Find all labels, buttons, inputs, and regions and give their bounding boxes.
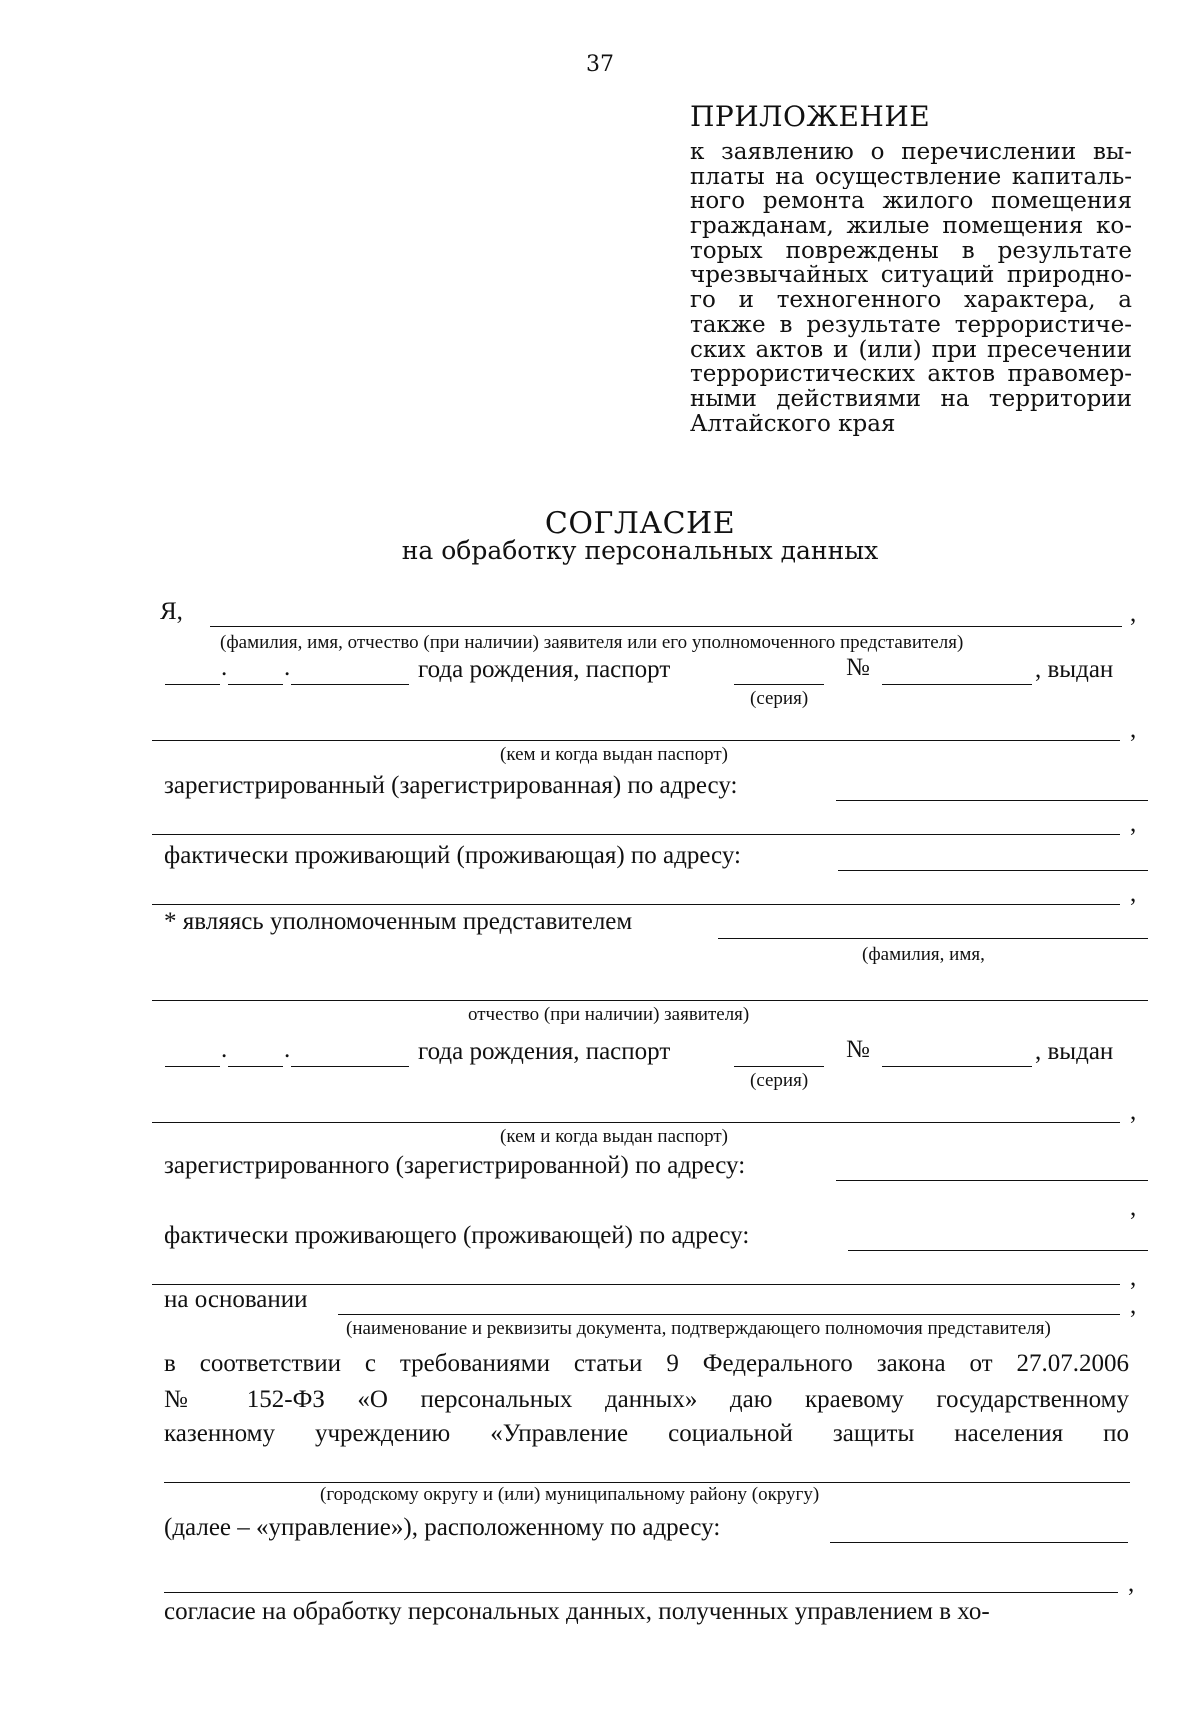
birth-month-field[interactable] bbox=[228, 684, 283, 685]
comma: , bbox=[1130, 880, 1137, 907]
registered-2-label: зарегистрированного (зарегистрированной) по адресу: bbox=[164, 1152, 746, 1179]
date-dot: . bbox=[284, 654, 291, 681]
comma: , bbox=[1130, 1264, 1137, 1291]
name-caption: (фамилия, имя, отчество (при наличии) заявителя или его уполномоченного представителя) bbox=[220, 632, 964, 653]
passport-issued-field[interactable] bbox=[152, 740, 1120, 741]
appendix-line: также в результате террористиче- bbox=[690, 312, 1132, 338]
appendix-line: ными действиями на территории bbox=[690, 386, 1132, 412]
rep-passport-series-field[interactable] bbox=[734, 1066, 824, 1067]
issued-label: , выдан bbox=[1035, 656, 1114, 683]
paragraph-line: № 152-ФЗ «О персональных данных» даю краевому государственному bbox=[164, 1386, 1129, 1413]
rep-actual-address-field[interactable] bbox=[848, 1250, 1148, 1251]
rep-birth-year-field[interactable] bbox=[291, 1066, 409, 1067]
appendix-line: гражданам, жилые помещения ко- bbox=[690, 214, 1132, 239]
management-address-field[interactable] bbox=[830, 1542, 1128, 1543]
basis-document-field[interactable] bbox=[338, 1314, 1120, 1315]
district-caption: (городскому округу и (или) муниципальному району (округу) bbox=[320, 1484, 820, 1505]
document-title: СОГЛАСИЕ bbox=[544, 506, 736, 541]
actual-address-field[interactable] bbox=[838, 870, 1148, 871]
document-subtitle: на обработку персональных данных bbox=[401, 536, 879, 565]
date-dot: . bbox=[284, 1036, 291, 1063]
comma: , bbox=[1130, 716, 1137, 743]
i-label: Я, bbox=[160, 598, 183, 625]
registered-address-field[interactable] bbox=[836, 800, 1148, 801]
actual-label: фактически проживающий (проживающая) по адресу: bbox=[164, 842, 741, 869]
representative-name-field[interactable] bbox=[718, 938, 1148, 939]
rep-birth-month-field[interactable] bbox=[228, 1066, 283, 1067]
appendix-line: к заявлению о перечислении вы- bbox=[690, 140, 1132, 165]
representative-label: * являясь уполномоченным представителем bbox=[164, 908, 633, 935]
appendix-line: террористических актов правомер- bbox=[690, 362, 1132, 387]
comma: , bbox=[1130, 810, 1137, 837]
issued-caption: (кем и когда выдан паспорт) bbox=[500, 744, 729, 765]
management-address-field-2[interactable] bbox=[164, 1592, 1118, 1593]
appendix-line: Алтайского края bbox=[690, 411, 896, 437]
birth-day-field[interactable] bbox=[165, 684, 220, 685]
comma: , bbox=[1130, 600, 1137, 627]
rep-registered-address-field[interactable] bbox=[836, 1180, 1148, 1181]
rep-passport-issued-field[interactable] bbox=[152, 1122, 1120, 1123]
passport-number-field[interactable] bbox=[882, 684, 1032, 685]
appendix-title: ПРИЛОЖЕНИЕ bbox=[690, 100, 931, 133]
actual-2-label: фактически проживающего (проживающей) по адресу: bbox=[164, 1222, 750, 1249]
registered-address-field-2[interactable] bbox=[152, 834, 1120, 835]
basis-label: на основании bbox=[164, 1286, 308, 1313]
rep-actual-address-field-2[interactable] bbox=[152, 1284, 1120, 1285]
appendix-line: торых повреждены в результате bbox=[690, 238, 1132, 264]
appendix-line: ного ремонта жилого помещения bbox=[690, 189, 1132, 215]
applicant-name-field[interactable] bbox=[210, 626, 1122, 627]
series-caption: (серия) bbox=[750, 688, 809, 709]
appendix-line: платы на осуществление капиталь- bbox=[690, 164, 1132, 190]
comma: , bbox=[1130, 1292, 1137, 1319]
hereinafter-label: (далее – «управление»), расположенному по адресу: bbox=[164, 1514, 721, 1541]
rep-caption-1: (фамилия, имя, bbox=[862, 944, 985, 965]
number-sign: № bbox=[846, 1036, 870, 1063]
birth-year-field[interactable] bbox=[291, 684, 409, 685]
passport-series-field[interactable] bbox=[734, 684, 824, 685]
date-dot: . bbox=[221, 654, 228, 681]
paragraph-line: в соответствии с требованиями статьи 9 Федерального закона от 27.07.2006 bbox=[164, 1350, 1129, 1377]
district-field[interactable] bbox=[164, 1482, 1130, 1483]
page-number: 37 bbox=[586, 52, 614, 77]
comma: , bbox=[1130, 1194, 1137, 1221]
registered-label: зарегистрированный (зарегистрированная) по адресу: bbox=[164, 772, 738, 799]
issued-label: , выдан bbox=[1035, 1038, 1114, 1065]
issued-caption: (кем и когда выдан паспорт) bbox=[500, 1126, 729, 1147]
appendix-line: ских актов и (или) при пресечении bbox=[690, 337, 1132, 363]
actual-address-field-2[interactable] bbox=[152, 904, 1120, 905]
date-dot: . bbox=[221, 1036, 228, 1063]
rep-birth-day-field[interactable] bbox=[165, 1066, 220, 1067]
basis-caption: (наименование и реквизиты документа, подтверждающего полномочия представителя) bbox=[346, 1318, 1051, 1339]
comma: , bbox=[1130, 1098, 1137, 1125]
paragraph-line: казенному учреждению «Управление социальной защиты населения по bbox=[164, 1420, 1129, 1447]
appendix-text bbox=[690, 140, 1132, 436]
birth-passport-label: года рождения, паспорт bbox=[418, 656, 671, 683]
rep-passport-number-field[interactable] bbox=[882, 1066, 1032, 1067]
rep-caption-2: отчество (при наличии) заявителя) bbox=[468, 1004, 750, 1025]
representative-name-field-2[interactable] bbox=[152, 1000, 1148, 1001]
number-sign: № bbox=[846, 654, 870, 681]
series-caption: (серия) bbox=[750, 1070, 809, 1091]
appendix-line: го и техногенного характера, а bbox=[690, 288, 1132, 313]
birth-passport-label: года рождения, паспорт bbox=[418, 1038, 671, 1065]
appendix-line: чрезвычайных ситуаций природно- bbox=[690, 263, 1132, 289]
comma: , bbox=[1128, 1570, 1135, 1597]
consent-line: согласие на обработку персональных данных, полученных управлением в хо- bbox=[164, 1598, 990, 1625]
